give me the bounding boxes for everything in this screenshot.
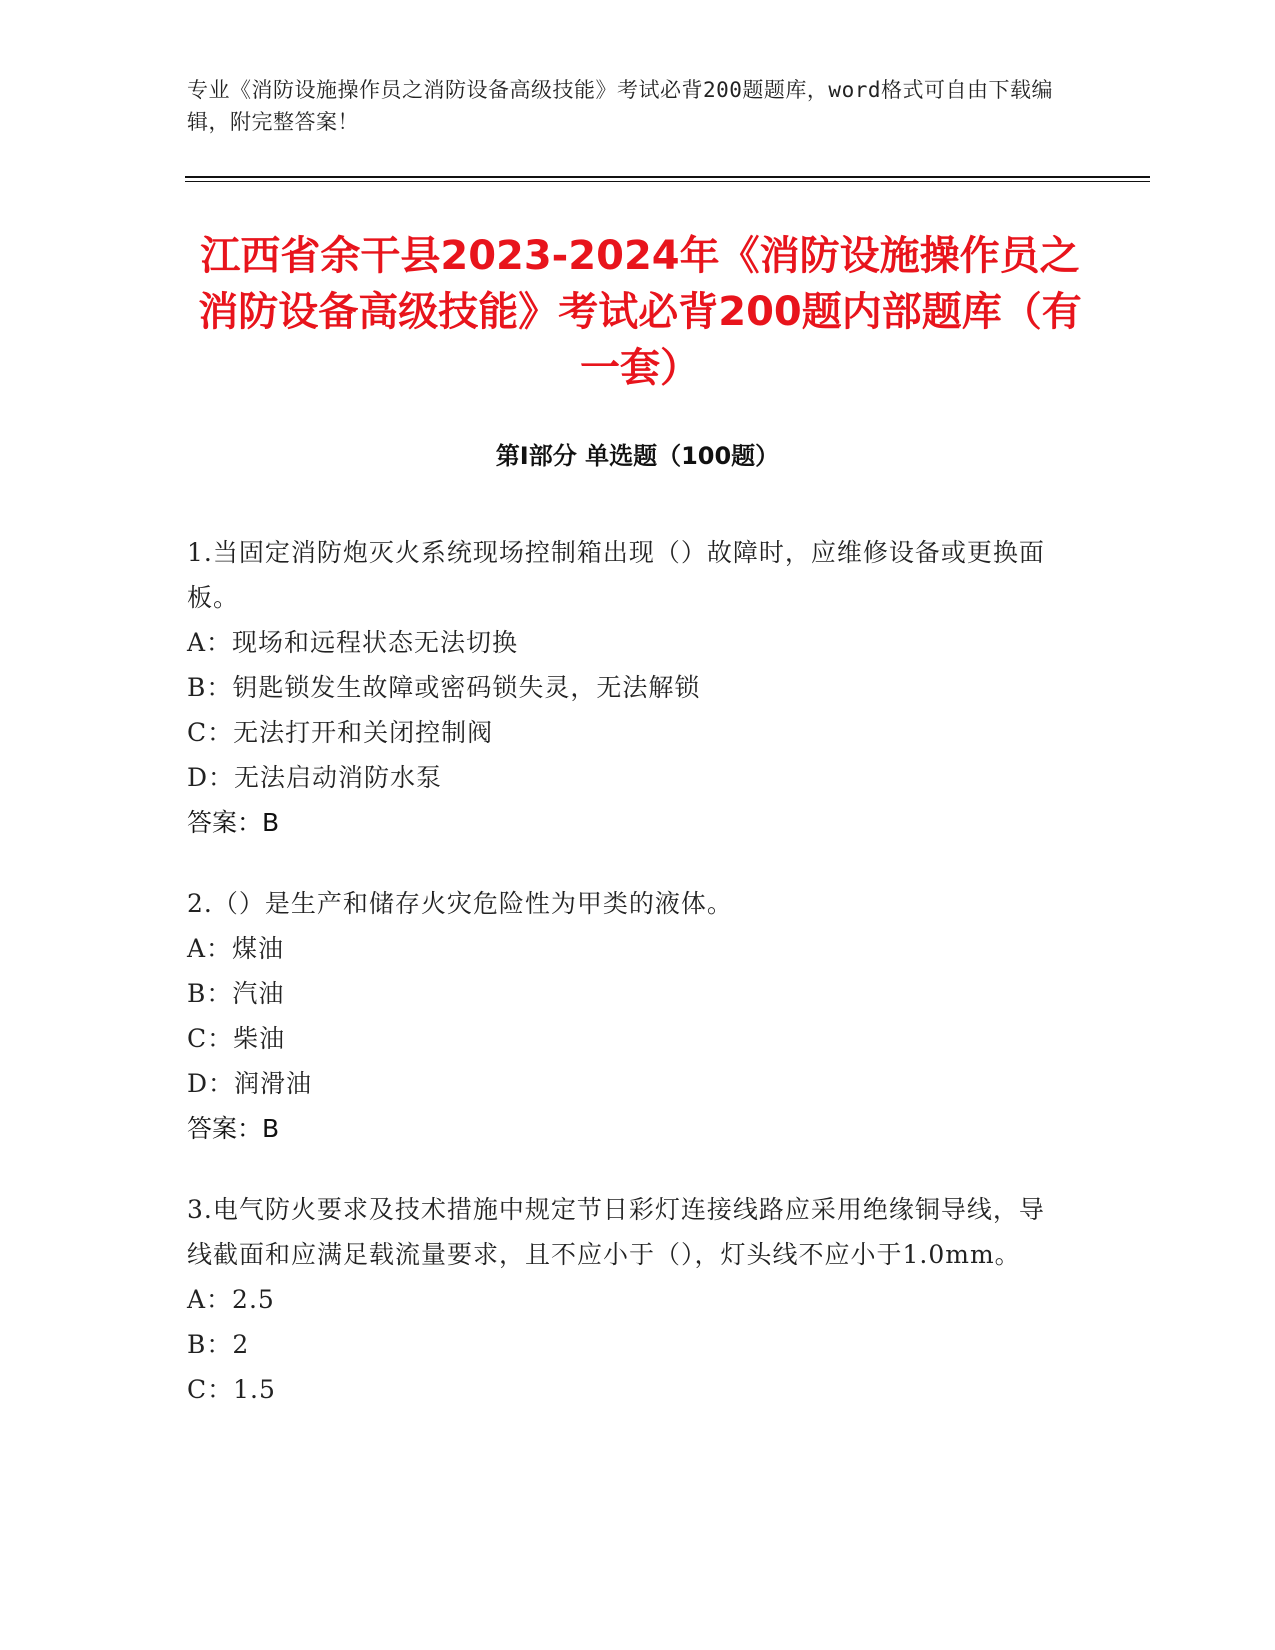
question-text: 2.（）是生产和储存火灾危险性为甲类的液体。	[187, 889, 733, 918]
option-c: C：1.5	[187, 1375, 276, 1404]
question-list	[187, 530, 1067, 1448]
question-text: 1.当固定消防炮灭火系统现场控制箱出现（）故障时，应维修设备或更换面板。	[187, 538, 1045, 612]
question-2	[187, 881, 1067, 1151]
option-c: C：柴油	[187, 1024, 286, 1053]
option-c: C：无法打开和关闭控制阀	[187, 718, 494, 747]
option-d: D：润滑油	[187, 1069, 313, 1098]
option-d: D：无法启动消防水泵	[187, 763, 443, 792]
header-note: 专业《消防设施操作员之消防设备高级技能》考试必背200题题库，word格式可自由下载编辑，附完整答案！	[187, 78, 1053, 134]
question-3	[187, 1187, 1067, 1412]
option-b: B：汽油	[187, 979, 285, 1008]
header-divider-thin	[185, 181, 1150, 182]
document-title: 江西省余干县2023-2024年《消防设施操作员之消防设备高级技能》考试必背200题内部题库（有一套）	[198, 233, 1082, 391]
option-a: A：煤油	[187, 934, 285, 963]
option-a: A：2.5	[187, 1285, 275, 1314]
question-text: 3.电气防火要求及技术措施中规定节日彩灯连接线路应采用绝缘铜导线，导线截面和应满足载流量要求，且不应小于（），灯头线不应小于1.0mm。	[187, 1195, 1045, 1269]
option-a: A：现场和远程状态无法切换	[187, 628, 519, 657]
header-divider-thick	[185, 176, 1150, 178]
answer: 答案：B	[187, 1114, 280, 1143]
option-b: B：钥匙锁发生故障或密码锁失灵，无法解锁	[187, 673, 701, 702]
section-heading: 第I部分 单选题（100题）	[495, 442, 780, 470]
answer: 答案：B	[187, 808, 280, 837]
question-1	[187, 530, 1067, 845]
option-b: B：2	[187, 1330, 250, 1359]
